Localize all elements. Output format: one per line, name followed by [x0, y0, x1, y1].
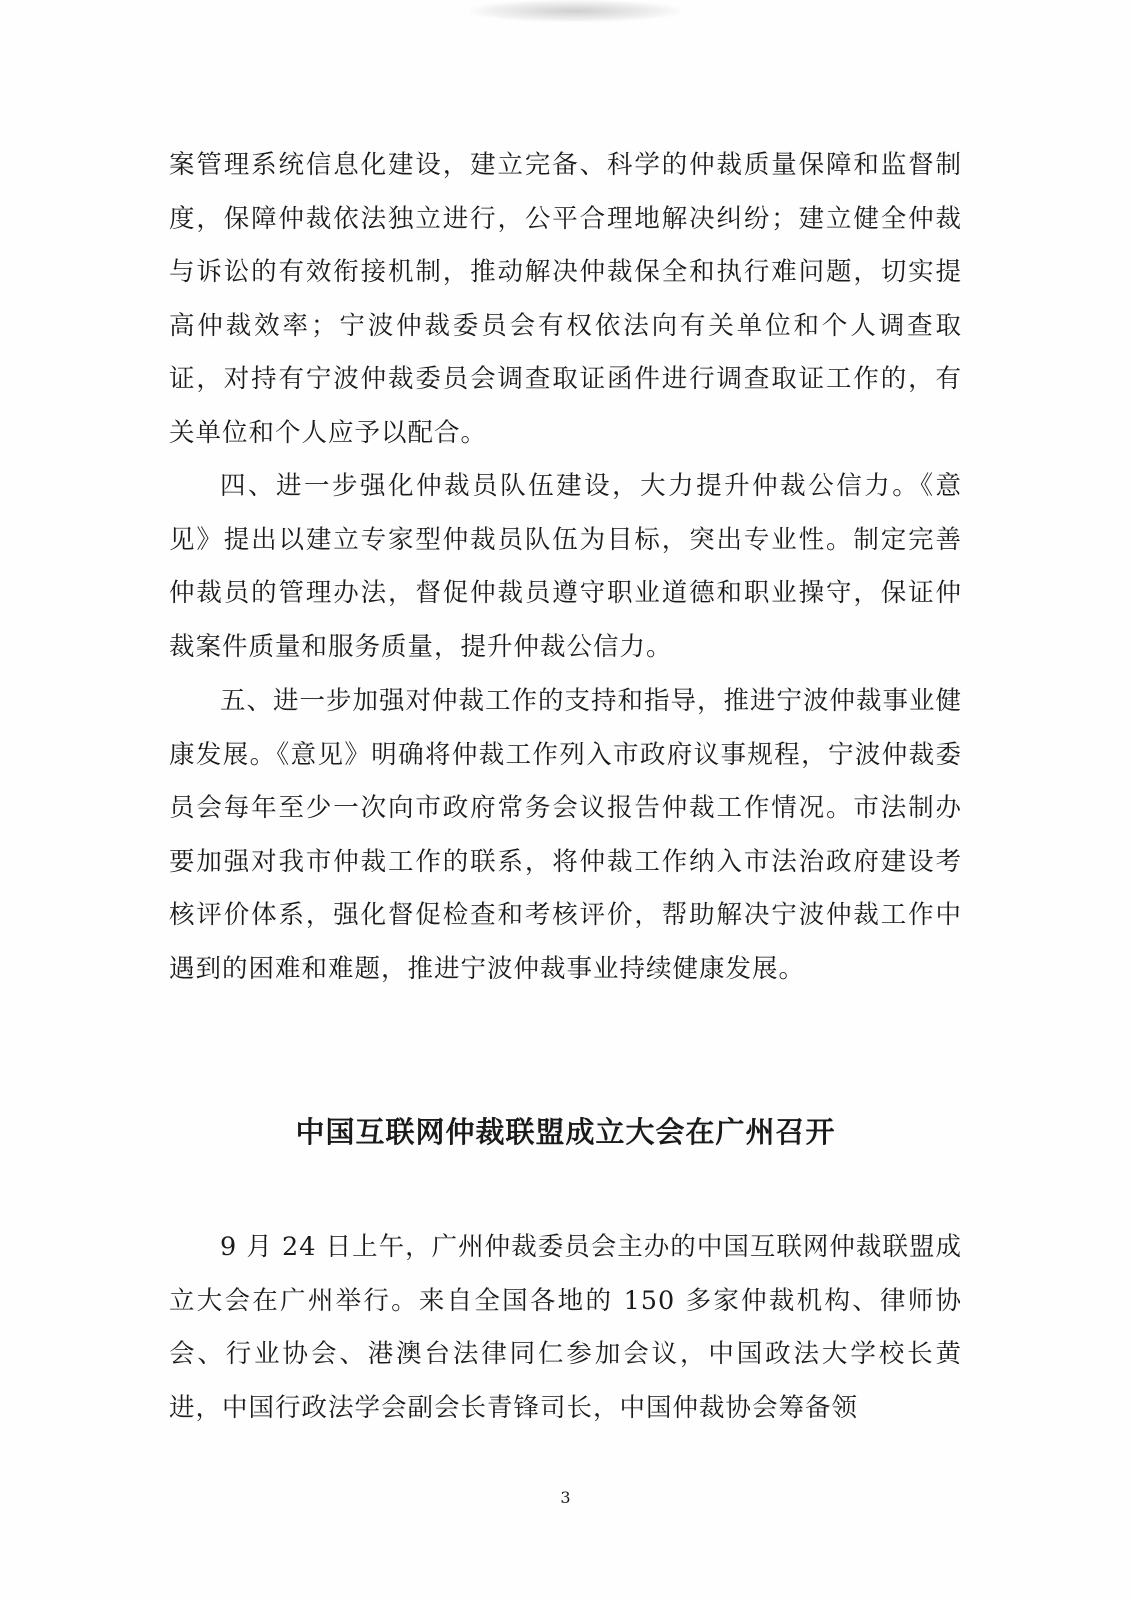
article-paragraph: 9 月 24 日上午，广州仲裁委员会主办的中国互联网仲裁联盟成立大会在广州举行。来自全国各地的 150 多家仲裁机构、律师协会、行业协会、港澳台法律同仁参加会议，中国政法大学校长黄进，中国行政法学会副会长青锋司长，中国仲裁协会筹备领 [169, 1232, 962, 1423]
paragraph-section-four: 四、进一步强化仲裁员队伍建设，大力提升仲裁公信力。《意见》提出以建立专家型仲裁员队伍为目标，突出专业性。制定完善仲裁员的管理办法，督促仲裁员遵守职业道德和职业操守，保证仲裁案件质量和服务质量，提升仲裁公信力。 [169, 471, 962, 662]
scan-smudge [470, 0, 680, 22]
paragraph-continuation: 案管理系统信息化建设，建立完备、科学的仲裁质量保障和监督制度，保障仲裁依法独立进行，公平合理地解决纠纷；建立健全仲裁与诉讼的有效衔接机制，推动解决仲裁保全和执行难问题，切实提高仲裁效率；宁波仲裁委员会有权依法向有关单位和个人调查取证，对持有宁波仲裁委员会调查取证函件进行调查取证工作的，有关单位和个人应予以配合。 [169, 150, 962, 448]
paragraph-section-five: 五、进一步加强对仲裁工作的支持和指导，推进宁波仲裁事业健康发展。《意见》明确将仲裁工作列入市政府议事规程，宁波仲裁委员会每年至少一次向市政府常务会议报告仲裁工作情况。市法制办要加强对我市仲裁工作的联系，将仲裁工作纳入市法治政府建设考核评价体系，强化督促检查和考核评价，帮助解决宁波仲裁工作中遇到的困难和难题，推进宁波仲裁事业持续健康发展。 [169, 686, 963, 984]
page-number: 3 [560, 1488, 571, 1507]
article-heading: 中国互联网仲裁联盟成立大会在广州召开 [295, 1115, 836, 1149]
